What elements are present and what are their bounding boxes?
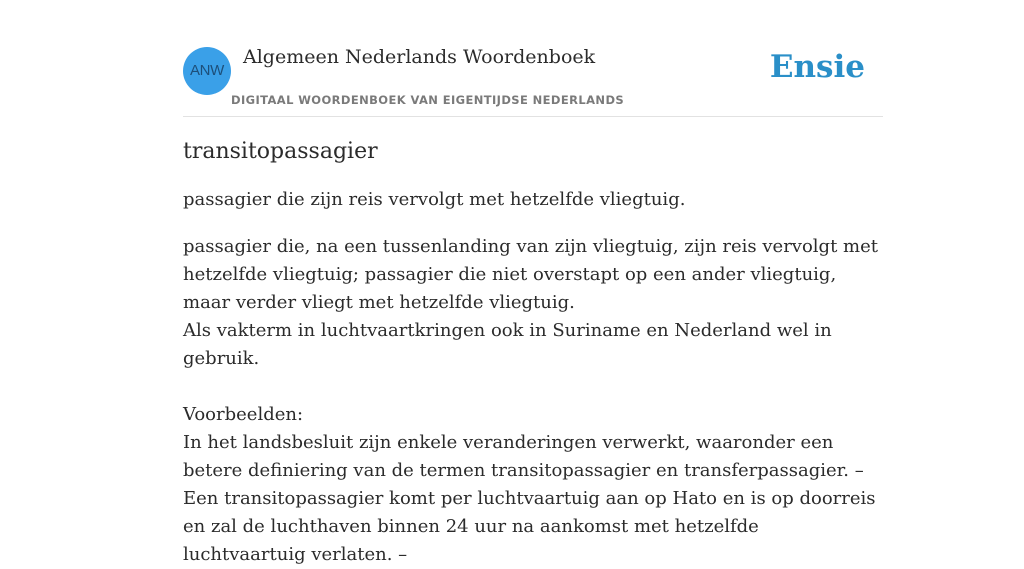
long-definition: passagier die, na een tussenlanding van zijn vliegtuig, zijn reis vervolgt met hetzelfde vliegtuig; passagier die niet overstapt op een ander vliegtuig, maar verder vliegt met hetzelfde vliegtuig. Als vakterm in luchtvaartkringen ook in Suriname en Nederland wel in gebruik. Voorbeelden: In het landsbesluit zijn enkele veranderingen verwerkt, waaronder een betere definiering van de termen transitopassagier en transferpassagier. – Een transitopassagier komt per luchtvaartuig aan op Hato en is op doorreis en zal de luchthaven binnen 24 uur na aankomst met hetzelfde luchtvaartuig verlaten. –	[183, 236, 878, 565]
anw-logo[interactable]: ANW	[183, 47, 231, 95]
site-title[interactable]: Algemeen Nederlands Woordenboek	[243, 46, 596, 68]
site-header	[183, 46, 883, 117]
site-subtitle: DIGITAAL WOORDENBOEK VAN EIGENTIJDSE NEDERLANDS	[231, 93, 625, 107]
short-definition: passagier die zijn reis vervolgt met hetzelfde vliegtuig.	[183, 189, 686, 210]
ensie-brand-logo[interactable]: Ensie	[769, 49, 865, 85]
entry-headword: transitopassagier	[183, 139, 378, 164]
entry-content	[183, 139, 883, 569]
